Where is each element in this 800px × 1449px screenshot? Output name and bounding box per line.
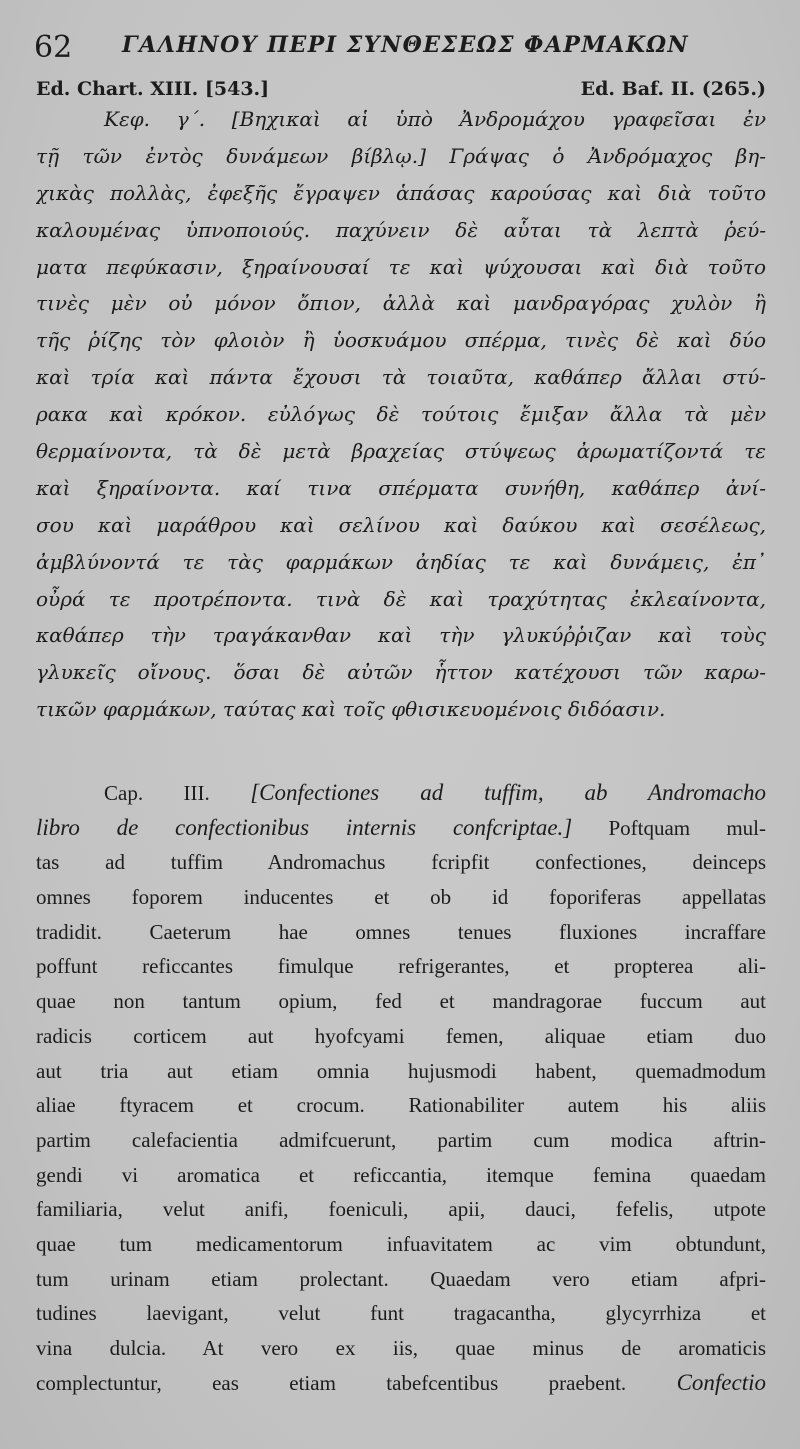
latin-line (36, 776, 766, 811)
latin-line: tas ad tuffim Andromachus fcripfit confectiones, deinceps (36, 850, 766, 875)
latin-line: partim calefacientia admifcuerunt, partim cum modica aftrin- (36, 1127, 766, 1152)
latin-line: tum urinam etiam prolectant. Quaedam vero etiam afpri- (36, 1266, 766, 1291)
latin-line: aliae ftyracem et crocum. Rationabiliter autem his aliis (36, 1093, 766, 1118)
latin-text (36, 776, 766, 1400)
greek-line: χικὰς πολλὰς, ἐφεξῆς ἔγραψεν ἁπάσας καρούσας καὶ διὰ τοῦτο (36, 180, 766, 205)
latin-line: vina dulcia. At vero ex iis, quae minus de aromaticis (36, 1336, 766, 1360)
latin-line: aut tria aut etiam omnia hujusmodi habent, quemadmodum (36, 1058, 766, 1083)
greek-line: τῇ τῶν ἐντὸς δυνάμεων βίβλῳ.] Γράψας ὁ Ἀνδρόμαχος βη- (36, 143, 766, 168)
greek-line: ἀμβλύνοντά τε τὰς φαρμάκων ἀηδίας τε καὶ δυνάμεις, ἐπ᾽ (36, 549, 766, 574)
latin-line-text: complectuntur, eas etiam tabefcentibus praebent. (36, 1370, 627, 1395)
greek-line: σου καὶ μαράθρου καὶ σελίνου καὶ δαύκου καὶ σεσέλεως, (36, 512, 766, 537)
greek-line: θερμαίνοντα, τὰ δὲ μετὰ βραχείας στύψεως ἀρωματίζοντά τε (36, 439, 766, 464)
greek-line: καθάπερ τὴν τραγάκανθαν καὶ τὴν γλυκύῤῥιζαν καὶ τοὺς (36, 623, 766, 648)
chapter-title-part1: [Confectiones ad tuffim, ab Andromacho (250, 780, 766, 805)
greek-line: τῆς ῥίζης τὸν φλοιὸν ἢ ὑοσκυάμου σπέρμα, τινὲς δὲ καὶ δύο (36, 328, 766, 353)
latin-body-lines (36, 845, 766, 1365)
page-number: 62 (34, 30, 73, 65)
edition-chartier: Ed. Chart. XIII. [543.] (36, 78, 270, 100)
greek-line: γλυκεῖς οἴνους. ὅσαι δὲ αὐτῶν ἧττον κατέχουσι τῶν καρω- (36, 660, 766, 685)
latin-line: tradidit. Caeterum hae omnes tenues fluxiones incraffare (36, 919, 766, 944)
greek-text (36, 101, 766, 728)
greek-line: ρακα καὶ κρόκον. εὐλόγως δὲ τούτοις ἔμιξαν ἄλλα τὰ μὲν (36, 402, 766, 427)
chapter-title-part2: libro de confectionibus internis confcriptae.] (36, 814, 573, 840)
greek-line: οὖρά τε προτρέποντα. τινὰ δὲ καὶ τραχύτητας ἐκλεαίνοντα, (36, 586, 766, 611)
greek-line: Κεφ. γ΄. [Βηχικαὶ αἱ ὑπὸ Ἀνδρομάχου γραφεῖσαι ἐν (104, 107, 766, 131)
page-header (34, 26, 774, 66)
latin-line: quae non tantum opium, fed et mandragorae fuccum aut (36, 989, 766, 1014)
running-title: ΓΑΛΗΝΟΥ ΠΕΡΙ ΣΥΝΘΕΣΕΩΣ ΦΑΡΜΑΚΩΝ (122, 32, 690, 58)
latin-line: quae tum medicamentorum infuavitatem ac vim obtundunt, (36, 1231, 766, 1256)
greek-line: καὶ τρία καὶ πάντα ἔχουσι τὰ τοιαῦτα, καθάπερ ἄλλαι στύ- (36, 365, 766, 390)
latin-line: tudines laevigant, velut funt tragacantha, glycyrrhiza et (36, 1301, 766, 1326)
latin-line: familiaria, velut anifi, foeniculi, apii, dauci, fefelis, utpote (36, 1197, 766, 1222)
latin-line: radicis corticem aut hyofcyami femen, aliquae etiam duo (36, 1023, 766, 1048)
greek-line: τινὲς μὲν οὐ μόνον ὄπιον, ἀλλὰ καὶ μανδραγόρας χυλὸν ἢ (36, 291, 766, 316)
latin-line (36, 811, 766, 846)
edition-basel: Ed. Baf. II. (265.) (580, 78, 766, 100)
greek-line: τικῶν φαρμάκων, ταύτας καὶ τοῖς φθισικευομένοις διδόασιν. (36, 697, 666, 722)
latin-line: gendi vi aromatica et reficcantia, itemque femina quaedam (36, 1162, 766, 1187)
latin-line (36, 1366, 766, 1401)
greek-line: καὶ ξηραίνοντα. καί τινα σπέρματα συνήθη, καθάπερ ἀνί- (36, 475, 766, 500)
latin-line-text: Poftquam mul- (608, 815, 766, 840)
chapter-number: Cap. III. (104, 781, 210, 805)
latin-line: poffunt reficcantes fimulque refrigerantes, et propterea ali- (36, 954, 766, 979)
latin-line: omnes foporem inducentes et ob id foporiferas appellatas (36, 885, 766, 910)
greek-line: καλουμένας ὑπνοποιούς. παχύνειν δὲ αὗται τὰ λεπτὰ ῥεύ- (36, 217, 766, 242)
greek-line: ματα πεφύκασιν, ξηραίνουσαί τε καὶ ψύχουσαι καὶ διὰ τοῦτο (36, 254, 766, 279)
next-section-start: Confectio (676, 1369, 766, 1395)
